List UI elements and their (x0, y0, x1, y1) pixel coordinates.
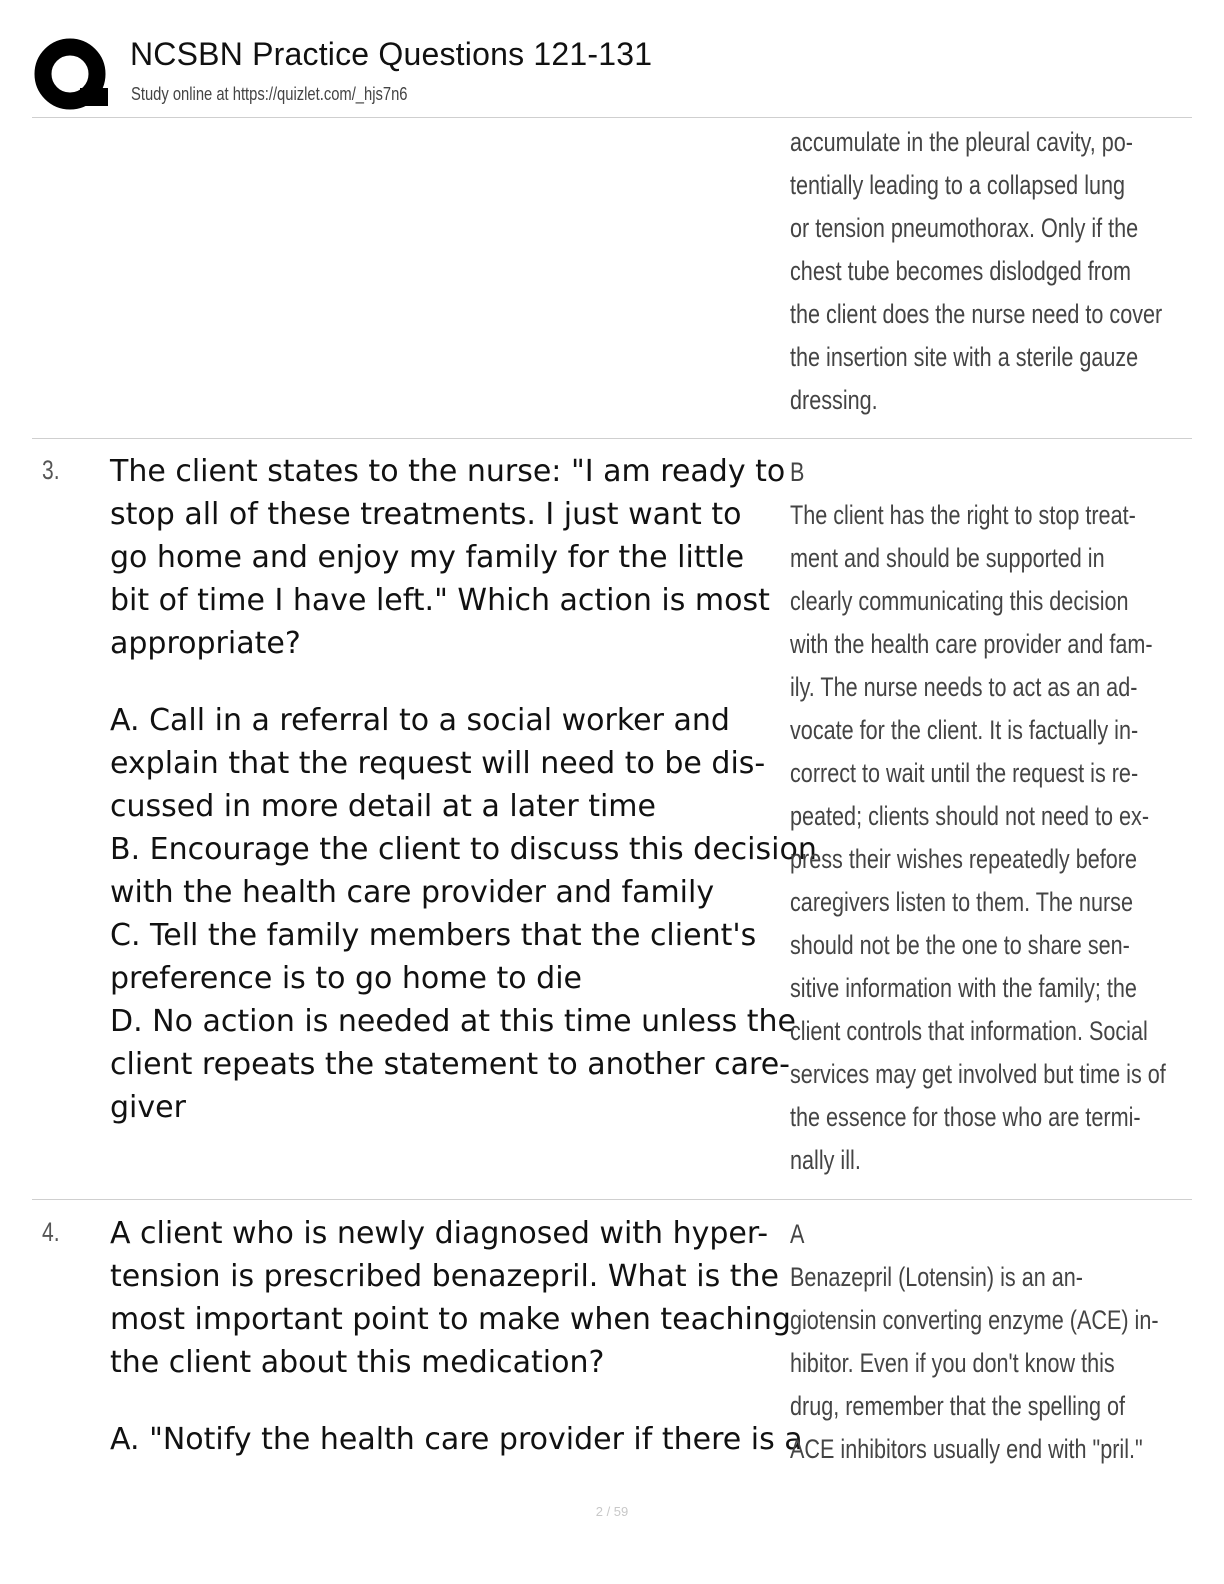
rationale-line: peated; clients should not need to ex- (790, 801, 1150, 831)
answer-3 (790, 451, 1190, 1182)
rationale-line: ment and should be supported in (790, 543, 1105, 573)
page-header (32, 34, 1192, 118)
question-3 (110, 450, 817, 1129)
question-stem-line: stop all of these treatments. I just want to (110, 497, 742, 532)
rationale-line: ACE inhibitors usually end with "pril." (790, 1434, 1143, 1464)
option-line: preference is to go home to die (110, 961, 582, 996)
rationale-line: the essence for those who are termi- (790, 1102, 1141, 1132)
row-divider (32, 438, 1192, 439)
question-stem-line: A client who is newly diagnosed with hyper- (110, 1216, 769, 1251)
option-line: D. No action is needed at this time unless the (110, 1004, 797, 1039)
study-online-link[interactable]: Study online at https://quizlet.com/_hjs7n6 (131, 84, 408, 104)
question-stem-line: most important point to make when teaching (110, 1302, 791, 1337)
rationale-line: services may get involved but time is of (790, 1059, 1166, 1089)
answer-letter: B (790, 457, 805, 487)
rationale-line: the client does the nurse need to cover (790, 299, 1163, 329)
rationale-line: press their wishes repeatedly before (790, 844, 1137, 874)
question-stem-line: appropriate? (110, 626, 301, 661)
rationale-line: tentially leading to a collapsed lung (790, 170, 1126, 200)
option-line: B. Encourage the client to discuss this decision (110, 832, 817, 867)
header-divider (32, 117, 1192, 118)
rationale-line: ily. The nurse needs to act as an ad- (790, 672, 1138, 702)
rationale-line: correct to wait until the request is re- (790, 758, 1139, 788)
rationale-line: Benazepril (Lotensin) is an an- (790, 1262, 1083, 1292)
question-4 (110, 1212, 803, 1461)
rationale-line: caregivers listen to them. The nurse (790, 887, 1133, 917)
option-line: giver (110, 1090, 186, 1125)
option-line: A. "Notify the health care provider if there is a (110, 1422, 803, 1457)
question-stem-line: go home and enjoy my family for the little (110, 540, 745, 575)
answer-4 (790, 1213, 1190, 1471)
continued-rationale (790, 121, 1190, 422)
question-stem-line: the client about this medication? (110, 1345, 605, 1380)
rationale-line: The client has the right to stop treat- (790, 500, 1136, 530)
rationale-line: clearly communicating this decision (790, 586, 1129, 616)
row-divider (32, 1199, 1192, 1200)
option-line: client repeats the statement to another care- (110, 1047, 790, 1082)
rationale-line: sitive information with the family; the (790, 973, 1137, 1003)
rationale-line: accumulate in the pleural cavity, po- (790, 127, 1133, 157)
option-line: cussed in more detail at a later time (110, 789, 656, 824)
rationale-line: with the health care provider and fam- (790, 629, 1153, 659)
rationale-line: drug, remember that the spelling of (790, 1391, 1125, 1421)
question-number: 4. (42, 1217, 60, 1247)
rationale-line: or tension pneumothorax. Only if the (790, 213, 1139, 243)
answer-letter: A (790, 1219, 805, 1249)
rationale-line: the insertion site with a sterile gauze (790, 342, 1139, 372)
rationale-line: nally ill. (790, 1145, 861, 1175)
page-title: NCSBN Practice Questions 121-131 (130, 36, 653, 72)
rationale-line: dressing. (790, 385, 878, 415)
question-stem-line: The client states to the nurse: "I am ready to (110, 454, 786, 489)
option-line: with the health care provider and family (110, 875, 715, 910)
question-stem-line: bit of time I have left." Which action is most (110, 583, 770, 618)
rationale-line: hibitor. Even if you don't know this (790, 1348, 1115, 1378)
option-line: A. Call in a referral to a social worker and (110, 703, 730, 738)
rationale-line: chest tube becomes dislodged from (790, 256, 1131, 286)
spacer (110, 1384, 790, 1418)
rationale-line: vocate for the client. It is factually in- (790, 715, 1139, 745)
question-stem-line: tension is prescribed benazepril. What is the (110, 1259, 779, 1294)
spacer (110, 665, 790, 699)
question-number: 3. (42, 455, 60, 485)
rationale-line: should not be the one to share sen- (790, 930, 1130, 960)
page-number: 2 / 59 (595, 1504, 629, 1519)
quizlet-logo-icon (34, 36, 110, 112)
option-line: explain that the request will need to be dis- (110, 746, 766, 781)
rationale-line: giotensin converting enzyme (ACE) in- (790, 1305, 1159, 1335)
option-line: C. Tell the family members that the client's (110, 918, 757, 953)
rationale-line: client controls that information. Social (790, 1016, 1148, 1046)
